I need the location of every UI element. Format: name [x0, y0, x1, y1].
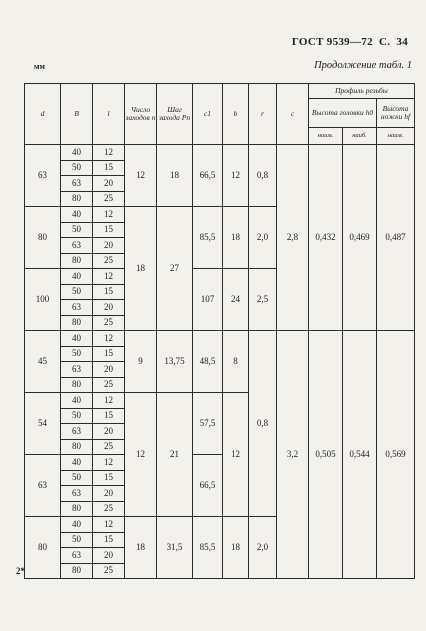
cell-l: 25 — [93, 439, 125, 455]
cell-l: 20 — [93, 548, 125, 564]
cell-h0-min: 0,505 — [309, 331, 343, 579]
cell-B: 63 — [61, 486, 93, 502]
table-row — [25, 331, 415, 347]
cell-B: 63 — [61, 300, 93, 316]
cell-B: 50 — [61, 346, 93, 362]
cell-B: 50 — [61, 284, 93, 300]
cell-hf-min: 0,487 — [377, 145, 415, 331]
cell-l: 25 — [93, 191, 125, 207]
page-number: 34 — [396, 36, 408, 48]
cell-l: 15 — [93, 222, 125, 238]
gost-number: ГОСТ 9539—72 — [291, 36, 373, 48]
cell-c: 3,2 — [277, 331, 309, 579]
cell-B: 40 — [61, 269, 93, 285]
cell-n: 18 — [125, 207, 157, 331]
cell-c1: 85,5 — [193, 207, 223, 269]
cell-c1: 107 — [193, 269, 223, 331]
cell-b: 18 — [223, 517, 249, 579]
cell-B: 80 — [61, 501, 93, 517]
cell-n: 9 — [125, 331, 157, 393]
cell-n: 12 — [125, 393, 157, 517]
col-c1: c1 — [193, 84, 223, 145]
col-hf-min: наим. — [377, 128, 415, 145]
cell-n: 12 — [125, 145, 157, 207]
cell-B: 80 — [61, 377, 93, 393]
col-h0-min: наим. — [309, 128, 343, 145]
cell-B: 40 — [61, 145, 93, 161]
cell-pn: 27 — [157, 207, 193, 331]
cell-l: 20 — [93, 300, 125, 316]
cell-c1: 66,5 — [193, 145, 223, 207]
cell-l: 15 — [93, 408, 125, 424]
cell-d: 63 — [25, 145, 61, 207]
cell-pn: 18 — [157, 145, 193, 207]
col-head-height: Высота головки h0 — [309, 99, 377, 128]
cell-b: 12 — [223, 393, 249, 517]
cell-d: 63 — [25, 455, 61, 517]
col-pn: Шаг захода Pn — [157, 84, 193, 145]
cell-d: 80 — [25, 207, 61, 269]
footnote: 2* — [16, 566, 25, 576]
page-header — [292, 36, 408, 48]
cell-B: 63 — [61, 548, 93, 564]
col-r: r — [249, 84, 277, 145]
cell-r: 2,5 — [249, 269, 277, 331]
cell-l: 12 — [93, 331, 125, 347]
col-c: c — [277, 84, 309, 145]
cell-d: 80 — [25, 517, 61, 579]
cell-l: 12 — [93, 393, 125, 409]
cell-b: 18 — [223, 207, 249, 269]
cell-l: 20 — [93, 362, 125, 378]
units-label: мм — [34, 62, 45, 71]
cell-B: 63 — [61, 424, 93, 440]
cell-l: 15 — [93, 346, 125, 362]
cell-B: 50 — [61, 532, 93, 548]
cell-d: 45 — [25, 331, 61, 393]
cell-B: 80 — [61, 439, 93, 455]
cell-l: 12 — [93, 517, 125, 533]
continuation-label: Продолжение табл. 1 — [314, 60, 412, 71]
cell-l: 15 — [93, 532, 125, 548]
cell-c1: 48,5 — [193, 331, 223, 393]
cell-B: 50 — [61, 470, 93, 486]
spec-table — [24, 83, 415, 579]
cell-B: 80 — [61, 191, 93, 207]
cell-r: 0,8 — [249, 331, 277, 517]
cell-hf-min: 0,569 — [377, 331, 415, 579]
cell-l: 20 — [93, 424, 125, 440]
cell-B: 63 — [61, 362, 93, 378]
cell-B: 80 — [61, 315, 93, 331]
col-l: l — [93, 84, 125, 145]
cell-B: 80 — [61, 563, 93, 579]
cell-l: 12 — [93, 269, 125, 285]
cell-r: 2,0 — [249, 517, 277, 579]
cell-l: 15 — [93, 284, 125, 300]
cell-B: 63 — [61, 176, 93, 192]
cell-pn: 13,75 — [157, 331, 193, 393]
cell-l: 25 — [93, 501, 125, 517]
cell-B: 50 — [61, 160, 93, 176]
cell-b: 24 — [223, 269, 249, 331]
cell-B: 50 — [61, 408, 93, 424]
cell-r: 2,0 — [249, 207, 277, 269]
cell-h0-max: 0,469 — [343, 145, 377, 331]
cell-c1: 57,5 — [193, 393, 223, 455]
cell-l: 25 — [93, 563, 125, 579]
cell-d: 100 — [25, 269, 61, 331]
cell-b: 8 — [223, 331, 249, 393]
col-d: d — [25, 84, 61, 145]
cell-d: 54 — [25, 393, 61, 455]
cell-l: 20 — [93, 486, 125, 502]
cell-l: 20 — [93, 176, 125, 192]
cell-l: 15 — [93, 160, 125, 176]
cell-pn: 31,5 — [157, 517, 193, 579]
cell-B: 40 — [61, 517, 93, 533]
cell-l: 20 — [93, 238, 125, 254]
cell-B: 80 — [61, 253, 93, 269]
cell-c: 2,8 — [277, 145, 309, 331]
col-n: Число заходов n — [125, 84, 157, 145]
cell-c1: 66,5 — [193, 455, 223, 517]
cell-r: 0,8 — [249, 145, 277, 207]
cell-l: 12 — [93, 145, 125, 161]
cell-B: 40 — [61, 331, 93, 347]
cell-l: 12 — [93, 207, 125, 223]
cell-l: 12 — [93, 455, 125, 471]
cell-n: 18 — [125, 517, 157, 579]
col-h0-max: наиб. — [343, 128, 377, 145]
cell-B: 40 — [61, 393, 93, 409]
cell-l: 25 — [93, 315, 125, 331]
page-prefix: С. — [378, 36, 391, 48]
cell-l: 25 — [93, 377, 125, 393]
cell-l: 15 — [93, 470, 125, 486]
cell-l: 25 — [93, 253, 125, 269]
col-profile: Профиль резьбы — [309, 84, 415, 99]
cell-B: 63 — [61, 238, 93, 254]
cell-pn: 21 — [157, 393, 193, 517]
col-B: B — [61, 84, 93, 145]
cell-B: 40 — [61, 455, 93, 471]
cell-B: 50 — [61, 222, 93, 238]
table-row — [25, 145, 415, 161]
col-foot-height: Высота ножки hf — [377, 99, 415, 128]
cell-h0-min: 0,432 — [309, 145, 343, 331]
cell-h0-max: 0,544 — [343, 331, 377, 579]
col-b: b — [223, 84, 249, 145]
cell-B: 40 — [61, 207, 93, 223]
cell-b: 12 — [223, 145, 249, 207]
cell-c1: 85,5 — [193, 517, 223, 579]
